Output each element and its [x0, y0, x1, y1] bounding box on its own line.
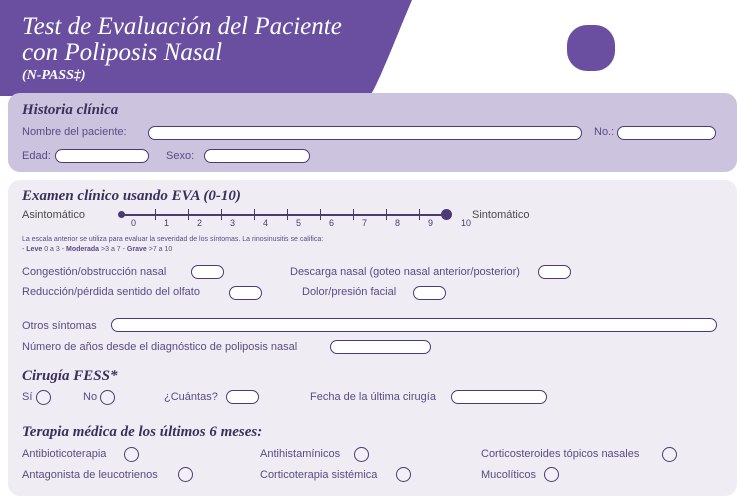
si-checkbox[interactable] — [36, 390, 51, 405]
scale-tick — [386, 209, 387, 220]
descarga-field[interactable] — [538, 265, 571, 279]
scale-tick-label: 7 — [362, 218, 368, 228]
scale-tick-label: 2 — [197, 218, 203, 228]
scale-tick — [353, 209, 354, 220]
grade-grave-range: >7 a 10 — [148, 246, 173, 253]
scale-tick — [287, 209, 288, 220]
logo-icon — [567, 25, 615, 71]
olfato-field[interactable] — [229, 286, 262, 300]
scale-end-dot — [441, 209, 452, 220]
no-checkbox[interactable] — [100, 390, 115, 405]
no-label: No.: — [594, 126, 615, 138]
scale-left-label: Asintomático — [22, 209, 85, 221]
patient-name-label: Nombre del paciente: — [22, 126, 127, 138]
dolor-label: Dolor/presión facial — [302, 286, 397, 298]
grade-moderada-range: >3 a 7 - — [101, 246, 125, 253]
otros-label: Otros síntomas — [22, 320, 97, 332]
no-field[interactable] — [617, 126, 716, 140]
antihist-label: Antihistamínicos — [260, 448, 341, 460]
scale-tick — [221, 209, 222, 220]
scale-tick-label: 1 — [164, 218, 170, 228]
scale-tick-label: 6 — [329, 218, 335, 228]
descarga-label: Descarga nasal (goteo nasal anterior/posterior) — [290, 266, 520, 278]
anios-field[interactable] — [330, 340, 431, 354]
dolor-field[interactable] — [413, 286, 446, 300]
anios-label: Número de años desde el diagnóstico de poliposis nasal — [22, 341, 298, 353]
cortico-sist-checkbox[interactable] — [396, 467, 411, 482]
cortico-sist-label: Corticoterapia sistémica — [260, 469, 378, 481]
form-title: Test de Evaluación del Paciente con Poliposis Nasal — [22, 13, 342, 66]
scale-tick-label: 5 — [296, 218, 302, 228]
scale-tick-label: 4 — [263, 218, 269, 228]
mucoliticos-checkbox[interactable] — [544, 467, 559, 482]
antagonista-label: Antagonista de leucotrienos — [22, 469, 158, 481]
otros-field[interactable] — [111, 318, 717, 332]
antihist-checkbox[interactable] — [354, 447, 369, 462]
cuantas-field[interactable] — [226, 390, 259, 404]
congestion-field[interactable] — [191, 265, 224, 279]
scale-start-dot — [118, 211, 125, 218]
scale-tick — [155, 209, 156, 220]
therapy-title: Terapia médica de los últimos 6 meses: — [22, 424, 263, 440]
sex-field[interactable] — [204, 149, 310, 163]
scale-tick — [254, 209, 255, 220]
scale-right-label: Sintomático — [472, 209, 530, 221]
cortico-topicos-label: Corticosteroides tópicos nasales — [481, 448, 640, 460]
cortico-topicos-checkbox[interactable] — [662, 447, 677, 462]
scale-tick-label: 10 — [461, 218, 472, 228]
antibio-checkbox[interactable] — [124, 447, 139, 462]
history-title: Historia clínica — [22, 102, 119, 118]
si-label: Sí — [22, 391, 33, 403]
scale-tick-label: 8 — [395, 218, 401, 228]
grade-moderada: Moderada — [66, 246, 100, 253]
fecha-field[interactable] — [451, 390, 547, 404]
congestion-label: Congestión/obstrucción nasal — [22, 266, 167, 278]
antibio-label: Antibioticoterapia — [22, 448, 107, 460]
scale-tick-label: 3 — [230, 218, 236, 228]
scale-tick-label: 0 — [131, 218, 137, 228]
cuantas-label: ¿Cuántas? — [164, 391, 218, 403]
scale-note: La escala anterior se utiliza para evaluar la severidad de los síntomas. La rinosinusitis se califica: — [22, 236, 324, 243]
sex-label: Sexo: — [166, 150, 195, 162]
mucoliticos-label: Mucolíticos — [481, 469, 537, 481]
form-subtitle: (N-PASS‡) — [22, 68, 86, 83]
patient-name-field[interactable] — [148, 126, 582, 140]
antagonista-checkbox[interactable] — [178, 467, 193, 482]
surgery-title: Cirugía FESS* — [22, 368, 118, 384]
fecha-label: Fecha de la última cirugía — [310, 391, 436, 403]
scale-tick — [419, 209, 420, 220]
no-surgery-label: No — [83, 391, 98, 403]
exam-title: Examen clínico usando EVA (0-10) — [22, 188, 241, 204]
age-field[interactable] — [55, 149, 149, 163]
grade-leve-range: 0 a 3 - — [44, 246, 65, 253]
age-label: Edad: — [22, 150, 51, 162]
scale-tick — [188, 209, 189, 220]
scale-note-grades: - Leve 0 a 3 - Moderada >3 a 7 - Grave >7 a 10 — [22, 246, 173, 253]
eva-scale-line[interactable] — [122, 214, 447, 216]
olfato-label: Reducción/pérdida sentido del olfato — [22, 286, 200, 298]
grade-leve: Leve — [26, 246, 43, 253]
grade-grave: Grave — [126, 246, 147, 253]
scale-tick — [320, 209, 321, 220]
scale-tick-label: 9 — [428, 218, 434, 228]
